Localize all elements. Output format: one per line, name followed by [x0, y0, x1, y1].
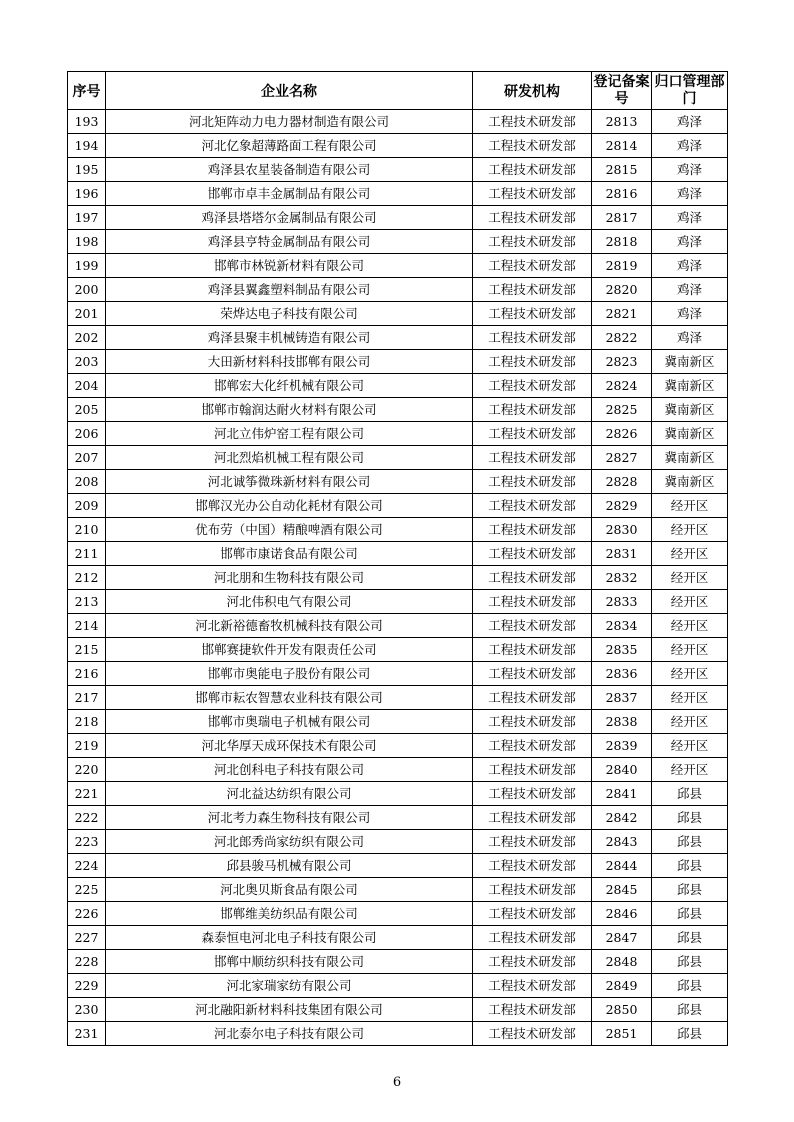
cell-seq: 211	[68, 542, 106, 566]
cell-institution: 工程技术研发部	[473, 662, 592, 686]
cell-seq: 193	[68, 110, 106, 134]
cell-company: 邯郸市康诺食品有限公司	[106, 542, 473, 566]
cell-institution: 工程技术研发部	[473, 494, 592, 518]
cell-record-no: 2825	[592, 398, 652, 422]
cell-department: 鸡泽	[652, 254, 728, 278]
table-row	[68, 998, 728, 1022]
cell-department: 冀南新区	[652, 446, 728, 470]
cell-record-no: 2833	[592, 590, 652, 614]
table-row	[68, 182, 728, 206]
header-institution: 研发机构	[473, 72, 592, 110]
cell-company: 河北创科电子科技有限公司	[106, 758, 473, 782]
cell-record-no: 2844	[592, 854, 652, 878]
cell-institution: 工程技术研发部	[473, 206, 592, 230]
cell-company: 大田新材料科技邯郸有限公司	[106, 350, 473, 374]
cell-institution: 工程技术研发部	[473, 182, 592, 206]
table-row	[68, 686, 728, 710]
table-row	[68, 854, 728, 878]
cell-seq: 218	[68, 710, 106, 734]
cell-institution: 工程技术研发部	[473, 374, 592, 398]
cell-record-no: 2834	[592, 614, 652, 638]
cell-institution: 工程技术研发部	[473, 254, 592, 278]
cell-company: 河北新裕德畜牧机械科技有限公司	[106, 614, 473, 638]
cell-seq: 230	[68, 998, 106, 1022]
cell-company: 河北诚筝微珠新材料有限公司	[106, 470, 473, 494]
cell-department: 鸡泽	[652, 110, 728, 134]
table-row	[68, 878, 728, 902]
cell-record-no: 2822	[592, 326, 652, 350]
cell-seq: 203	[68, 350, 106, 374]
cell-seq: 217	[68, 686, 106, 710]
cell-company: 荣烨达电子科技有限公司	[106, 302, 473, 326]
cell-department: 邱县	[652, 902, 728, 926]
cell-institution: 工程技术研发部	[473, 422, 592, 446]
cell-record-no: 2821	[592, 302, 652, 326]
table-row	[68, 134, 728, 158]
cell-institution: 工程技术研发部	[473, 878, 592, 902]
cell-department: 邱县	[652, 1022, 728, 1046]
table-row	[68, 710, 728, 734]
cell-record-no: 2843	[592, 830, 652, 854]
cell-company: 河北家瑞家纺有限公司	[106, 974, 473, 998]
cell-seq: 226	[68, 902, 106, 926]
table-row	[68, 230, 728, 254]
cell-institution: 工程技术研发部	[473, 710, 592, 734]
cell-record-no: 2840	[592, 758, 652, 782]
cell-record-no: 2849	[592, 974, 652, 998]
table-row	[68, 326, 728, 350]
cell-institution: 工程技术研发部	[473, 230, 592, 254]
cell-record-no: 2839	[592, 734, 652, 758]
table-row	[68, 422, 728, 446]
table-row	[68, 902, 728, 926]
cell-company: 河北烈焰机械工程有限公司	[106, 446, 473, 470]
cell-company: 邯郸宏大化纤机械有限公司	[106, 374, 473, 398]
cell-seq: 221	[68, 782, 106, 806]
cell-company: 邯郸赛捷软件开发有限责任公司	[106, 638, 473, 662]
cell-institution: 工程技术研发部	[473, 326, 592, 350]
table-row	[68, 494, 728, 518]
cell-institution: 工程技术研发部	[473, 590, 592, 614]
cell-institution: 工程技术研发部	[473, 470, 592, 494]
cell-department: 邱县	[652, 782, 728, 806]
cell-company: 鸡泽县农星装备制造有限公司	[106, 158, 473, 182]
cell-department: 邱县	[652, 854, 728, 878]
cell-institution: 工程技术研发部	[473, 806, 592, 830]
table-row	[68, 566, 728, 590]
cell-department: 鸡泽	[652, 278, 728, 302]
cell-department: 经开区	[652, 638, 728, 662]
cell-seq: 199	[68, 254, 106, 278]
cell-department: 鸡泽	[652, 206, 728, 230]
cell-record-no: 2847	[592, 926, 652, 950]
cell-institution: 工程技术研发部	[473, 158, 592, 182]
cell-institution: 工程技术研发部	[473, 398, 592, 422]
cell-department: 经开区	[652, 542, 728, 566]
cell-record-no: 2850	[592, 998, 652, 1022]
cell-department: 邱县	[652, 926, 728, 950]
cell-department: 邱县	[652, 974, 728, 998]
cell-department: 经开区	[652, 662, 728, 686]
cell-company: 鸡泽县聚丰机械铸造有限公司	[106, 326, 473, 350]
cell-record-no: 2815	[592, 158, 652, 182]
cell-company: 邯郸市奥瑞电子机械有限公司	[106, 710, 473, 734]
cell-department: 鸡泽	[652, 134, 728, 158]
cell-record-no: 2817	[592, 206, 652, 230]
cell-seq: 197	[68, 206, 106, 230]
cell-record-no: 2830	[592, 518, 652, 542]
table-body	[68, 110, 728, 1046]
table-row	[68, 374, 728, 398]
cell-company: 河北奥贝斯食品有限公司	[106, 878, 473, 902]
cell-institution: 工程技术研发部	[473, 518, 592, 542]
cell-seq: 202	[68, 326, 106, 350]
cell-record-no: 2831	[592, 542, 652, 566]
cell-seq: 210	[68, 518, 106, 542]
cell-company: 河北华厚天成环保技术有限公司	[106, 734, 473, 758]
cell-company: 河北矩阵动力电力器材制造有限公司	[106, 110, 473, 134]
cell-institution: 工程技术研发部	[473, 566, 592, 590]
cell-seq: 220	[68, 758, 106, 782]
cell-seq: 198	[68, 230, 106, 254]
table-row	[68, 302, 728, 326]
cell-record-no: 2823	[592, 350, 652, 374]
cell-company: 河北亿象超薄路面工程有限公司	[106, 134, 473, 158]
cell-seq: 225	[68, 878, 106, 902]
cell-company: 邯郸市耘农智慧农业科技有限公司	[106, 686, 473, 710]
cell-company: 河北郎秀尚家纺织有限公司	[106, 830, 473, 854]
cell-seq: 227	[68, 926, 106, 950]
cell-seq: 215	[68, 638, 106, 662]
cell-company: 邯郸市奥能电子股份有限公司	[106, 662, 473, 686]
table-row	[68, 782, 728, 806]
cell-record-no: 2846	[592, 902, 652, 926]
cell-seq: 219	[68, 734, 106, 758]
cell-institution: 工程技术研发部	[473, 926, 592, 950]
registration-table	[67, 71, 728, 1046]
table-row	[68, 662, 728, 686]
cell-institution: 工程技术研发部	[473, 998, 592, 1022]
cell-company: 邱县骏马机械有限公司	[106, 854, 473, 878]
table-row	[68, 926, 728, 950]
cell-seq: 201	[68, 302, 106, 326]
cell-company: 森泰恒电河北电子科技有限公司	[106, 926, 473, 950]
cell-department: 经开区	[652, 758, 728, 782]
table-row	[68, 974, 728, 998]
cell-institution: 工程技术研发部	[473, 614, 592, 638]
cell-record-no: 2835	[592, 638, 652, 662]
cell-seq: 229	[68, 974, 106, 998]
cell-record-no: 2816	[592, 182, 652, 206]
table-row	[68, 1022, 728, 1046]
cell-department: 经开区	[652, 494, 728, 518]
cell-department: 鸡泽	[652, 182, 728, 206]
cell-department: 邱县	[652, 950, 728, 974]
cell-seq: 194	[68, 134, 106, 158]
cell-institution: 工程技术研发部	[473, 542, 592, 566]
table-row	[68, 758, 728, 782]
cell-institution: 工程技术研发部	[473, 950, 592, 974]
cell-institution: 工程技术研发部	[473, 302, 592, 326]
cell-seq: 214	[68, 614, 106, 638]
cell-seq: 231	[68, 1022, 106, 1046]
cell-institution: 工程技术研发部	[473, 854, 592, 878]
table-row	[68, 446, 728, 470]
cell-institution: 工程技术研发部	[473, 734, 592, 758]
cell-record-no: 2828	[592, 470, 652, 494]
table-row	[68, 734, 728, 758]
cell-record-no: 2818	[592, 230, 652, 254]
cell-company: 邯郸中顺纺织科技有限公司	[106, 950, 473, 974]
cell-company: 邯郸汉光办公自动化耗材有限公司	[106, 494, 473, 518]
cell-department: 鸡泽	[652, 302, 728, 326]
cell-record-no: 2820	[592, 278, 652, 302]
table-row	[68, 278, 728, 302]
cell-record-no: 2813	[592, 110, 652, 134]
cell-seq: 216	[68, 662, 106, 686]
cell-company: 鸡泽县亨特金属制品有限公司	[106, 230, 473, 254]
cell-record-no: 2842	[592, 806, 652, 830]
header-record-no: 登记备案号	[592, 72, 652, 110]
cell-record-no: 2832	[592, 566, 652, 590]
cell-institution: 工程技术研发部	[473, 278, 592, 302]
cell-company: 河北考力森生物科技有限公司	[106, 806, 473, 830]
cell-record-no: 2851	[592, 1022, 652, 1046]
cell-record-no: 2814	[592, 134, 652, 158]
table-row	[68, 206, 728, 230]
cell-company: 鸡泽县翼鑫塑料制品有限公司	[106, 278, 473, 302]
cell-institution: 工程技术研发部	[473, 782, 592, 806]
cell-institution: 工程技术研发部	[473, 758, 592, 782]
cell-department: 鸡泽	[652, 230, 728, 254]
cell-seq: 208	[68, 470, 106, 494]
cell-record-no: 2841	[592, 782, 652, 806]
cell-institution: 工程技术研发部	[473, 638, 592, 662]
cell-seq: 213	[68, 590, 106, 614]
cell-institution: 工程技术研发部	[473, 1022, 592, 1046]
table-row	[68, 398, 728, 422]
cell-institution: 工程技术研发部	[473, 686, 592, 710]
table-row	[68, 110, 728, 134]
table-row	[68, 254, 728, 278]
cell-seq: 195	[68, 158, 106, 182]
cell-department: 经开区	[652, 614, 728, 638]
table-row	[68, 470, 728, 494]
cell-department: 邱县	[652, 830, 728, 854]
cell-seq: 200	[68, 278, 106, 302]
cell-seq: 206	[68, 422, 106, 446]
cell-institution: 工程技术研发部	[473, 830, 592, 854]
cell-department: 邱县	[652, 806, 728, 830]
page-number: 6	[392, 1075, 402, 1090]
table-row	[68, 950, 728, 974]
cell-department: 邱县	[652, 998, 728, 1022]
cell-record-no: 2848	[592, 950, 652, 974]
cell-institution: 工程技术研发部	[473, 902, 592, 926]
cell-company: 河北泰尔电子科技有限公司	[106, 1022, 473, 1046]
cell-department: 经开区	[652, 686, 728, 710]
cell-record-no: 2836	[592, 662, 652, 686]
cell-company: 邯郸维美纺织品有限公司	[106, 902, 473, 926]
cell-department: 冀南新区	[652, 374, 728, 398]
cell-seq: 209	[68, 494, 106, 518]
cell-seq: 212	[68, 566, 106, 590]
cell-seq: 196	[68, 182, 106, 206]
cell-department: 鸡泽	[652, 158, 728, 182]
table-header-row	[68, 72, 728, 110]
table-row	[68, 542, 728, 566]
table-row	[68, 590, 728, 614]
header-company: 企业名称	[106, 72, 473, 110]
cell-department: 冀南新区	[652, 350, 728, 374]
cell-department: 经开区	[652, 518, 728, 542]
cell-institution: 工程技术研发部	[473, 446, 592, 470]
cell-company: 鸡泽县塔塔尔金属制品有限公司	[106, 206, 473, 230]
cell-department: 鸡泽	[652, 326, 728, 350]
cell-record-no: 2837	[592, 686, 652, 710]
cell-institution: 工程技术研发部	[473, 974, 592, 998]
cell-institution: 工程技术研发部	[473, 134, 592, 158]
cell-department: 经开区	[652, 734, 728, 758]
cell-company: 邯郸市翰润达耐火材料有限公司	[106, 398, 473, 422]
cell-company: 河北融阳新材料科技集团有限公司	[106, 998, 473, 1022]
cell-record-no: 2819	[592, 254, 652, 278]
cell-company: 河北朋和生物科技有限公司	[106, 566, 473, 590]
cell-department: 经开区	[652, 710, 728, 734]
cell-seq: 222	[68, 806, 106, 830]
cell-department: 冀南新区	[652, 422, 728, 446]
cell-record-no: 2824	[592, 374, 652, 398]
cell-company: 河北伟积电气有限公司	[106, 590, 473, 614]
cell-company: 优布劳（中国）精酿啤酒有限公司	[106, 518, 473, 542]
cell-seq: 228	[68, 950, 106, 974]
cell-seq: 224	[68, 854, 106, 878]
cell-company: 河北立伟炉窑工程有限公司	[106, 422, 473, 446]
table-row	[68, 158, 728, 182]
cell-record-no: 2826	[592, 422, 652, 446]
cell-company: 邯郸市卓丰金属制品有限公司	[106, 182, 473, 206]
cell-record-no: 2829	[592, 494, 652, 518]
cell-seq: 223	[68, 830, 106, 854]
cell-seq: 204	[68, 374, 106, 398]
cell-company: 邯郸市林锐新材料有限公司	[106, 254, 473, 278]
cell-institution: 工程技术研发部	[473, 110, 592, 134]
table-row	[68, 518, 728, 542]
header-department: 归口管理部门	[652, 72, 728, 110]
cell-seq: 205	[68, 398, 106, 422]
cell-seq: 207	[68, 446, 106, 470]
table-row	[68, 350, 728, 374]
cell-department: 冀南新区	[652, 398, 728, 422]
cell-department: 经开区	[652, 590, 728, 614]
table-row	[68, 830, 728, 854]
cell-department: 邱县	[652, 878, 728, 902]
table-row	[68, 614, 728, 638]
table-row	[68, 806, 728, 830]
table-row	[68, 638, 728, 662]
cell-institution: 工程技术研发部	[473, 350, 592, 374]
cell-department: 经开区	[652, 566, 728, 590]
cell-record-no: 2838	[592, 710, 652, 734]
cell-record-no: 2827	[592, 446, 652, 470]
cell-record-no: 2845	[592, 878, 652, 902]
cell-department: 冀南新区	[652, 470, 728, 494]
header-seq: 序号	[68, 72, 106, 110]
cell-company: 河北益达纺织有限公司	[106, 782, 473, 806]
